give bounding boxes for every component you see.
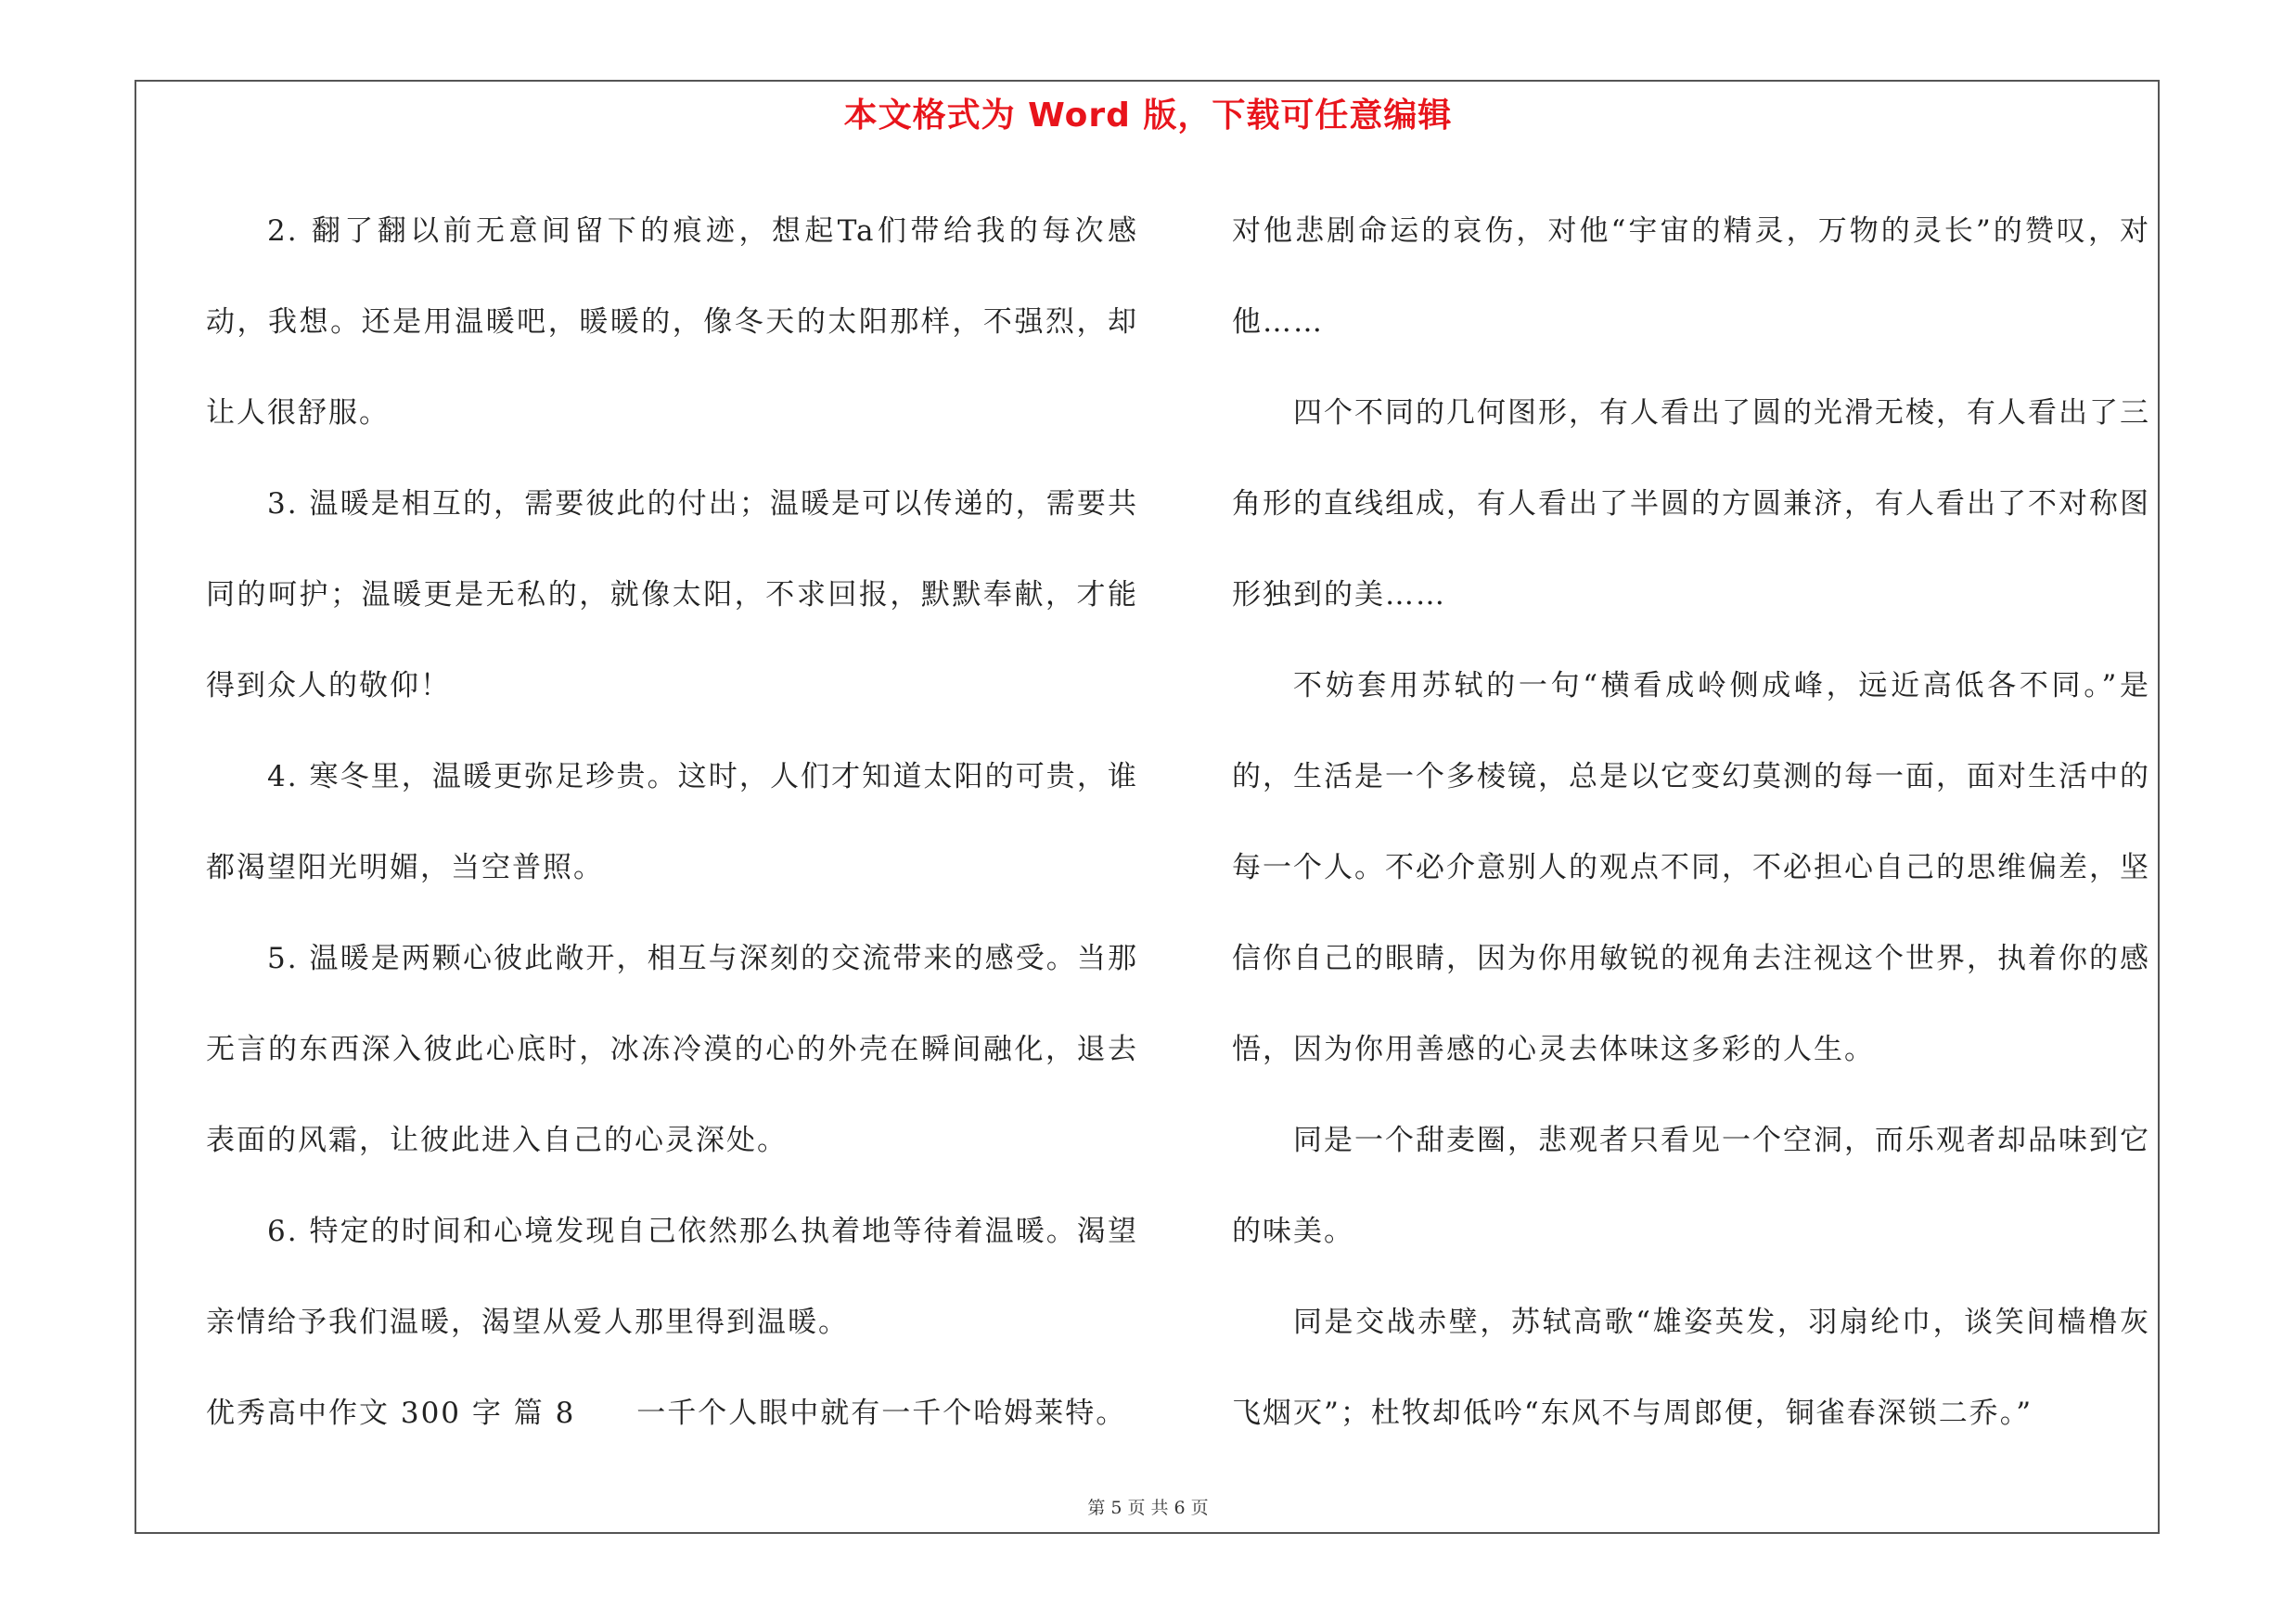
paragraph-3: 3. 温暖是相互的，需要彼此的付出；温暖是可以传递的，需要共同的呵护；温暖更是无私的，就像太阳，不求回报，默默奉献，才能得到众人的敬仰！ [206, 487, 1138, 702]
section-heading-essay-8: 优秀高中作文 300 字 篇 8 一千个人眼中就有一千个哈姆莱特。 [206, 1397, 1127, 1430]
page-number-footer: 第 5 页 共 6 页 [1087, 1498, 1209, 1518]
paragraph-geometry: 四个不同的几何图形，有人看出了圆的光滑无棱，有人看出了三角形的直线组成，有人看出了半圆的方圆兼济，有人看出了不对称图形独到的美…… [1232, 396, 2150, 612]
document-banner: 本文格式为 Word 版，下载可任意编辑 [843, 97, 1453, 135]
paragraph-4: 4. 寒冬里，温暖更弥足珍贵。这时，人们才知道太阳的可贵，谁都渴望阳光明媚，当空普照。 [206, 760, 1138, 884]
paragraph-5: 5. 温暖是两颗心彼此敞开，相互与深刻的交流带来的感受。当那无言的东西深入彼此心底时，冰冻冷漠的心的外壳在瞬间融化，退去表面的风霜，让彼此进入自己的心灵深处。 [206, 942, 1138, 1157]
left-column [206, 186, 1138, 1459]
paragraph-chibi: 同是交战赤壁，苏轼高歌“雄姿英发，羽扇纶巾，谈笑间樯橹灰飞烟灭”；杜牧却低吟“东风不与周郎便，铜雀春深锁二乔。” [1232, 1306, 2150, 1430]
paragraph-donut: 同是一个甜麦圈，悲观者只看见一个空洞，而乐观者却品味到它的味美。 [1232, 1124, 2150, 1248]
paragraph-6: 6. 特定的时间和心境发现自己依然那么执着地等待着温暖。渴望亲情给予我们温暖，渴望从爱人那里得到温暖。 [206, 1215, 1138, 1339]
right-column [1232, 186, 2150, 1459]
paragraph-2: 2. 翻了翻以前无意间留下的痕迹，想起Ta们带给我的每次感动，我想。还是用温暖吧，暖暖的，像冬天的太阳那样，不强烈，却让人很舒服。 [206, 214, 1138, 430]
paragraph-sushi-quote: 不妨套用苏轼的一句“横看成岭侧成峰，远近高低各不同。”是的，生活是一个多棱镜，总是以它变幻莫测的每一面，面对生活中的每一个人。不必介意别人的观点不同，不必担心自己的思维偏差，坚信你自己的眼睛，因为你用敏锐的视角去注视这个世界，执着你的感悟，因为你用善感的心灵去体味这多彩的人生。 [1232, 669, 2150, 1066]
paragraph-continued: 对他悲剧命运的哀伤，对他“宇宙的精灵，万物的灵长”的赞叹，对他…… [1232, 214, 2150, 339]
